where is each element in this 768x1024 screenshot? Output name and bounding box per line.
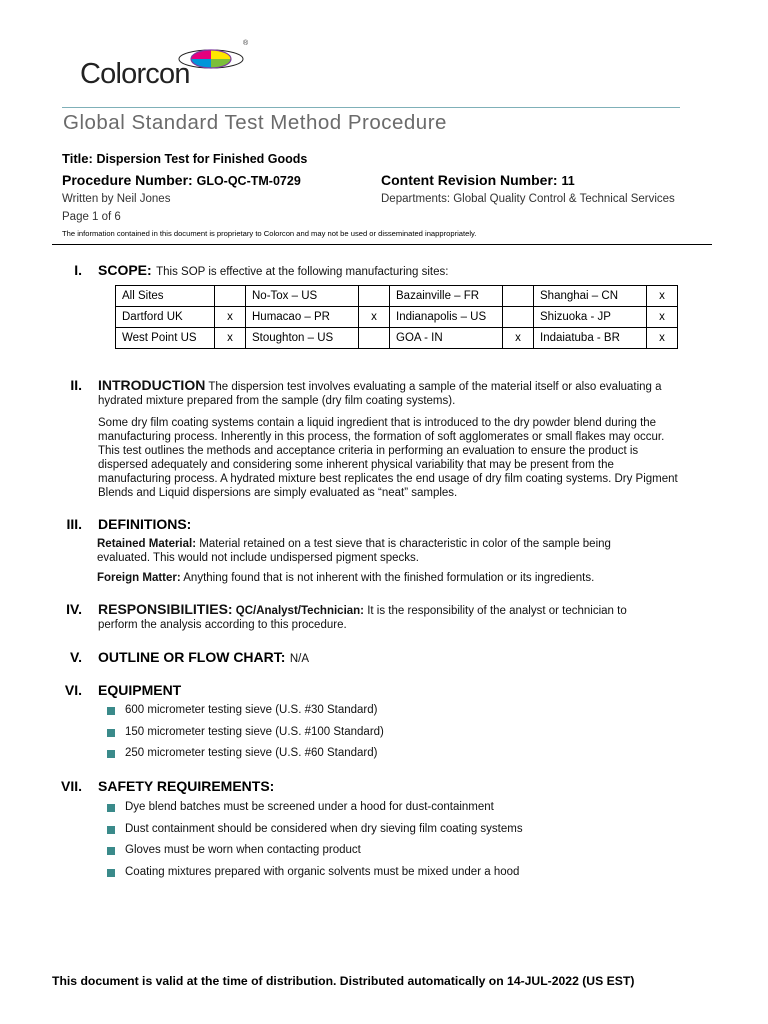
scope-text: This SOP is effective at the following manufacturing sites: [156,266,449,278]
bullet-square-icon [107,707,115,715]
site-mark-cell: x [359,307,390,328]
site-name-cell: West Point US [116,328,215,349]
section-number-safety: VII. [60,778,82,794]
revision-label: Content Revision Number: [381,172,558,188]
site-mark-cell [359,286,390,307]
bullet-square-icon [107,729,115,737]
list-item-text: Dust containment should be considered when dry sieving film coating systems [125,822,523,835]
list-item-text: Dye blend batches must be screened under a hood for dust-containment [125,801,494,813]
section-number-definitions: III. [66,516,82,532]
site-name-cell: Stoughton – US [246,328,359,349]
section-number-scope: I. [74,262,82,278]
definition-foreign-matter [97,571,657,585]
outline-heading: OUTLINE OR FLOW CHART: [98,649,286,665]
bullet-square-icon [107,847,115,855]
document-heading: Global Standard Test Method Procedure [63,111,447,134]
responsibilities-heading: RESPONSIBILITIES: [98,601,233,617]
logo-wordmark: Colorcon [80,58,190,90]
list-item-text: Gloves must be worn when contacting product [125,844,361,856]
site-name-cell: Indianapolis – US [390,307,503,328]
foreign-matter-label: Foreign Matter: [97,572,181,584]
procedure-label: Procedure Number: [62,172,193,188]
table-row [116,307,678,328]
revision-number-line [381,172,575,188]
site-name-cell: No-Tox – US [246,286,359,307]
list-item [107,726,384,748]
introduction-paragraph-2: Some dry film coating systems contain a liquid ingredient that is introduced to the dry powder blend during the manufacturing process. Inherently in this process, the formation of soft agglomerates or small flakes may occur. This test outlines the methods and acceptance criteria in performing an evaluation to ensure the product is dispersed adequately and considering some inherent physical variability that may be present from the manufacturing process. A hydrated mixture best replicates the end usage of dry film coating systems. Dry Pigment Blends and Liquid dispersions are simply evaluated as “neat” samples. [98,417,678,499]
retained-material-label: Retained Material: [97,538,197,550]
scope-section [98,262,448,280]
table-row [116,286,678,307]
site-mark-cell: x [647,307,678,328]
list-item [107,823,523,845]
foreign-matter-text: Anything found that is not inherent with the finished formulation or its ingredients. [183,572,595,584]
list-item [107,801,523,823]
responsibilities-paragraph [98,602,668,632]
responsibilities-role: QC/Analyst/Technician: [235,605,365,617]
procedure-value: GLO-QC-TM-0729 [196,174,301,188]
introduction-paragraph-1 [98,378,683,408]
site-name-cell: Humacao – PR [246,307,359,328]
outline-section [98,649,309,667]
introduction-text-1: The dispersion test involves evaluating a sample of the material itself or also evaluating a hydrated mixture prepared from the sample (dry film coating systems). [98,381,662,407]
site-mark-cell [215,286,246,307]
site-name-cell: Dartford UK [116,307,215,328]
scope-heading: SCOPE: [98,262,152,278]
site-mark-cell: x [215,328,246,349]
procedure-number-line [62,172,301,188]
bullet-square-icon [107,750,115,758]
written-by: Written by Neil Jones [62,193,171,205]
departments: Departments: Global Quality Control & Technical Services [381,193,675,205]
list-item [107,747,384,769]
site-name-cell: GOA - IN [390,328,503,349]
table-row [116,328,678,349]
colorcon-logo [80,40,260,94]
bullet-square-icon [107,804,115,812]
definitions-heading: DEFINITIONS: [98,516,192,532]
distribution-footer: This document is valid at the time of distribution. Distributed automatically on 14-JUL-2022 (US EST) [52,974,635,988]
list-item-text: 600 micrometer testing sieve (U.S. #30 Standard) [125,704,378,716]
site-mark-cell [503,307,534,328]
title-value: Dispersion Test for Finished Goods [96,152,308,166]
list-item [107,844,523,866]
site-mark-cell [359,328,390,349]
title-line [62,151,307,166]
title-label: Title: [62,151,93,166]
site-name-cell: Indaiatuba - BR [534,328,647,349]
list-item-text: Coating mixtures prepared with organic solvents must be mixed under a hood [125,865,520,878]
site-mark-cell: x [647,286,678,307]
site-mark-cell: x [503,328,534,349]
list-item-text: 150 micrometer testing sieve (U.S. #100 Standard) [125,725,384,738]
site-mark-cell: x [647,328,678,349]
list-item-text: 250 micrometer testing sieve (U.S. #60 Standard) [125,747,378,759]
page-number: Page 1 of 6 [62,211,121,223]
bullet-square-icon [107,869,115,877]
safety-heading: SAFETY REQUIREMENTS: [98,778,275,794]
header-bottom-rule [52,244,712,245]
site-mark-cell [503,286,534,307]
site-name-cell: Bazainville – FR [390,286,503,307]
section-number-outline: V. [70,649,82,665]
equipment-list [107,704,384,769]
site-mark-cell: x [215,307,246,328]
site-name-cell: All Sites [116,286,215,307]
responsibilities-text: It is the responsibility of the analyst or technician to perform the analysis according to this procedure. [98,605,627,631]
proprietary-notice: The information contained in this document is proprietary to Colorcon and may not be used or disseminated inappropriately. [62,229,477,238]
site-name-cell: Shizuoka - JP [534,307,647,328]
header-top-rule [62,107,680,108]
definition-retained-material [97,537,657,565]
list-item [107,704,384,726]
retained-material-text: Material retained on a test sieve that is characteristic in color of the sample being evaluated. This would not include undispersed pigment specks. [97,538,611,564]
section-number-introduction: II. [70,377,82,393]
section-number-responsibilities: IV. [66,601,82,617]
section-number-equipment: VI. [64,682,82,698]
site-name-cell: Shanghai – CN [534,286,647,307]
revision-value: 11 [561,174,575,188]
logo-registered-mark: ® [243,40,249,47]
introduction-heading: INTRODUCTION [98,377,206,393]
bullet-square-icon [107,826,115,834]
outline-text: N/A [289,653,310,665]
safety-list [107,801,523,887]
equipment-heading: EQUIPMENT [98,682,182,698]
manufacturing-sites-table [115,285,678,349]
list-item [107,866,523,888]
